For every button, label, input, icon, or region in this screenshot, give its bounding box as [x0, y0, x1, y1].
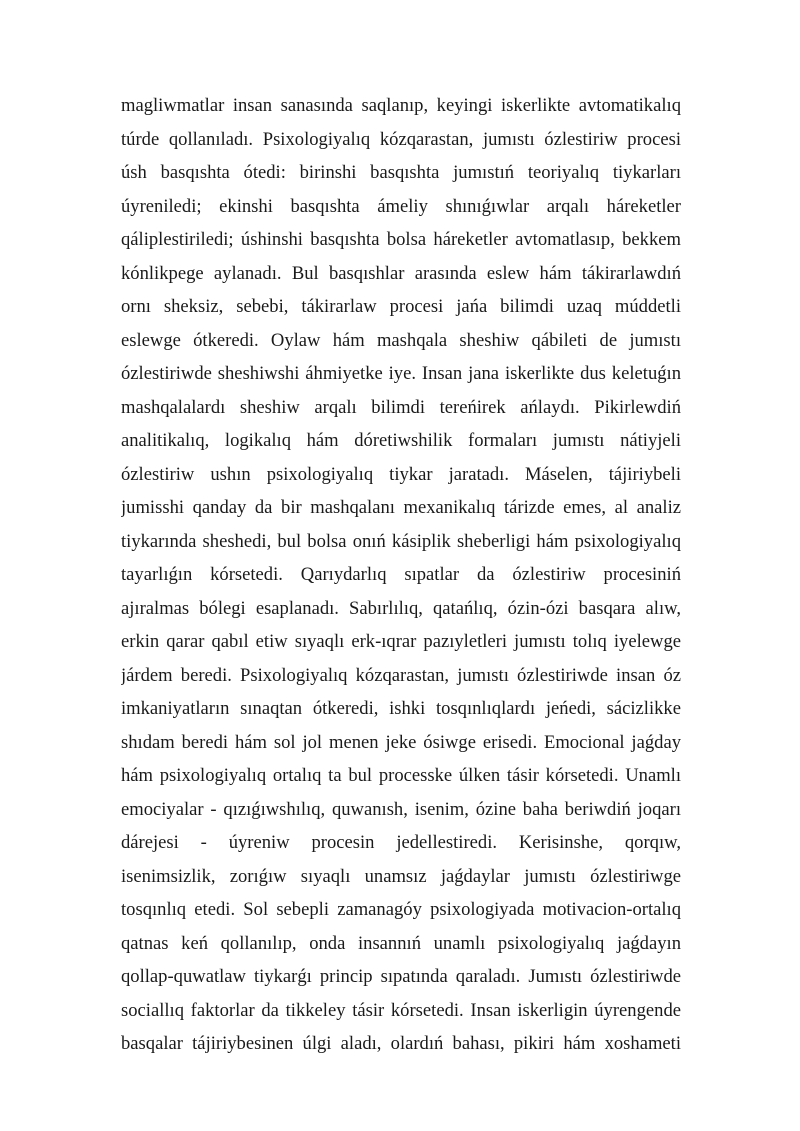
- text-line: dárejesi - úyreniw procesin jedellestiredi. Kerisinshe, qorqıw,: [121, 832, 681, 853]
- text-line: eslewge ótkeredi. Oylaw hám mashqala sheshiw qábileti de jumıstı: [121, 329, 681, 351]
- text-line: isenimsizlik, zorıǵıw sıyaqlı unamsız jaǵdaylar jumıstı ózlestiriwge: [121, 865, 681, 887]
- text-line: imkaniyatların sınaqtan ótkeredi, ishki tosqınlıqlardı jeńedi, sácizlikke: [121, 698, 681, 719]
- text-line: erkin qarar qabıl etiw sıyaqlı erk-ıqrar pazıyletleri jumıstı tolıq iyelewge: [121, 631, 681, 652]
- text-line: qatnas keń qollanılıp, onda insannıń unamlı psixologiyalıq jaǵdayın: [121, 932, 681, 954]
- text-line: ózlestiriwde sheshiwshi áhmiyetke iye. Insan jana iskerlikte dus keletuǵın: [121, 363, 681, 384]
- text-line: emociyalar - qızıǵıwshılıq, quwanısh, isenim, ózine baha beriwdiń joqarı: [121, 798, 681, 820]
- text-line: magliwmatlar insan sanasında saqlanıp, keyingi iskerlikte avtomatikalıq: [121, 95, 681, 116]
- text-line: tosqınlıq etedi. Sol sebepli zamanagóy psixologiyada motivacion-ortalıq: [121, 899, 681, 920]
- text-line: ózlestiriw ushın psixologiyalıq tiykar jaratadı. Máselen, tájiriybeli: [121, 463, 681, 485]
- text-line: járdem beredi. Psixologiyalıq kózqarastan, jumıstı ózlestiriwde insan óz: [121, 664, 681, 686]
- text-line: sociallıq faktorlar da tikkeley tásir kórsetedi. Insan iskerligin úyrengende: [121, 999, 681, 1021]
- text-line: shıdam beredi hám sol jol menen jeke ósiwge erisedi. Emocional jaǵday: [121, 731, 681, 753]
- text-line: basqalar tájiriybesinen úlgi aladı, olardıń bahası, pikiri hám xoshameti: [121, 1033, 681, 1054]
- text-line: qollap-quwatlaw tiykarǵı princip sıpatında qaraladı. Jumıstı ózlestiriwde: [121, 966, 681, 987]
- text-line: ornı sheksiz, sebebi, tákirarlaw procesi jańa bilimdi uzaq múddetli: [121, 296, 681, 317]
- text-line: qáliplestiriledi; úshinshi basqıshta bolsa háreketler avtomatlasıp, bekkem: [121, 229, 681, 250]
- text-line: úyreniledi; ekinshi basqıshta ámeliy shınıǵıwlar arqalı háreketler: [121, 195, 681, 217]
- text-line: mashqalalardı sheshiw arqalı bilimdi tereńirek ańlaydı. Pikirlewdiń: [121, 396, 681, 418]
- text-line: túrde qollanıladı. Psixologiyalıq kózqarastan, jumıstı ózlestiriw procesi: [121, 128, 681, 150]
- text-line: ajıralmas bólegi esaplanadı. Sabırlılıq, qatańlıq, ózin-ózi basqara alıw,: [121, 597, 681, 619]
- text-line: kónlikpege aylanadı. Bul basqıshlar arasında eslew hám tákirarlawdıń: [121, 262, 681, 284]
- text-line: analitikalıq, logikalıq hám dóretiwshilik formaları jumıstı nátiyjeli: [121, 430, 681, 451]
- body-text: [121, 89, 681, 1061]
- text-line: jumisshi qanday da bir mashqalanı mexanikalıq tárizde emes, al analiz: [121, 497, 681, 518]
- text-line: tayarlıǵın kórsetedi. Qarıydarlıq sıpatlar da ózlestiriw procesiniń: [121, 564, 681, 585]
- text-line: tiykarında sheshedi, bul bolsa onıń kásiplik sheberligi hám psixologiyalıq: [121, 530, 681, 552]
- text-line: hám psixologiyalıq ortalıq ta bul processke úlken tásir kórsetedi. Unamlı: [121, 765, 681, 786]
- text-line: úsh basqıshta ótedi: birinshi basqıshta jumıstıń teoriyalıq tiykarları: [121, 162, 681, 183]
